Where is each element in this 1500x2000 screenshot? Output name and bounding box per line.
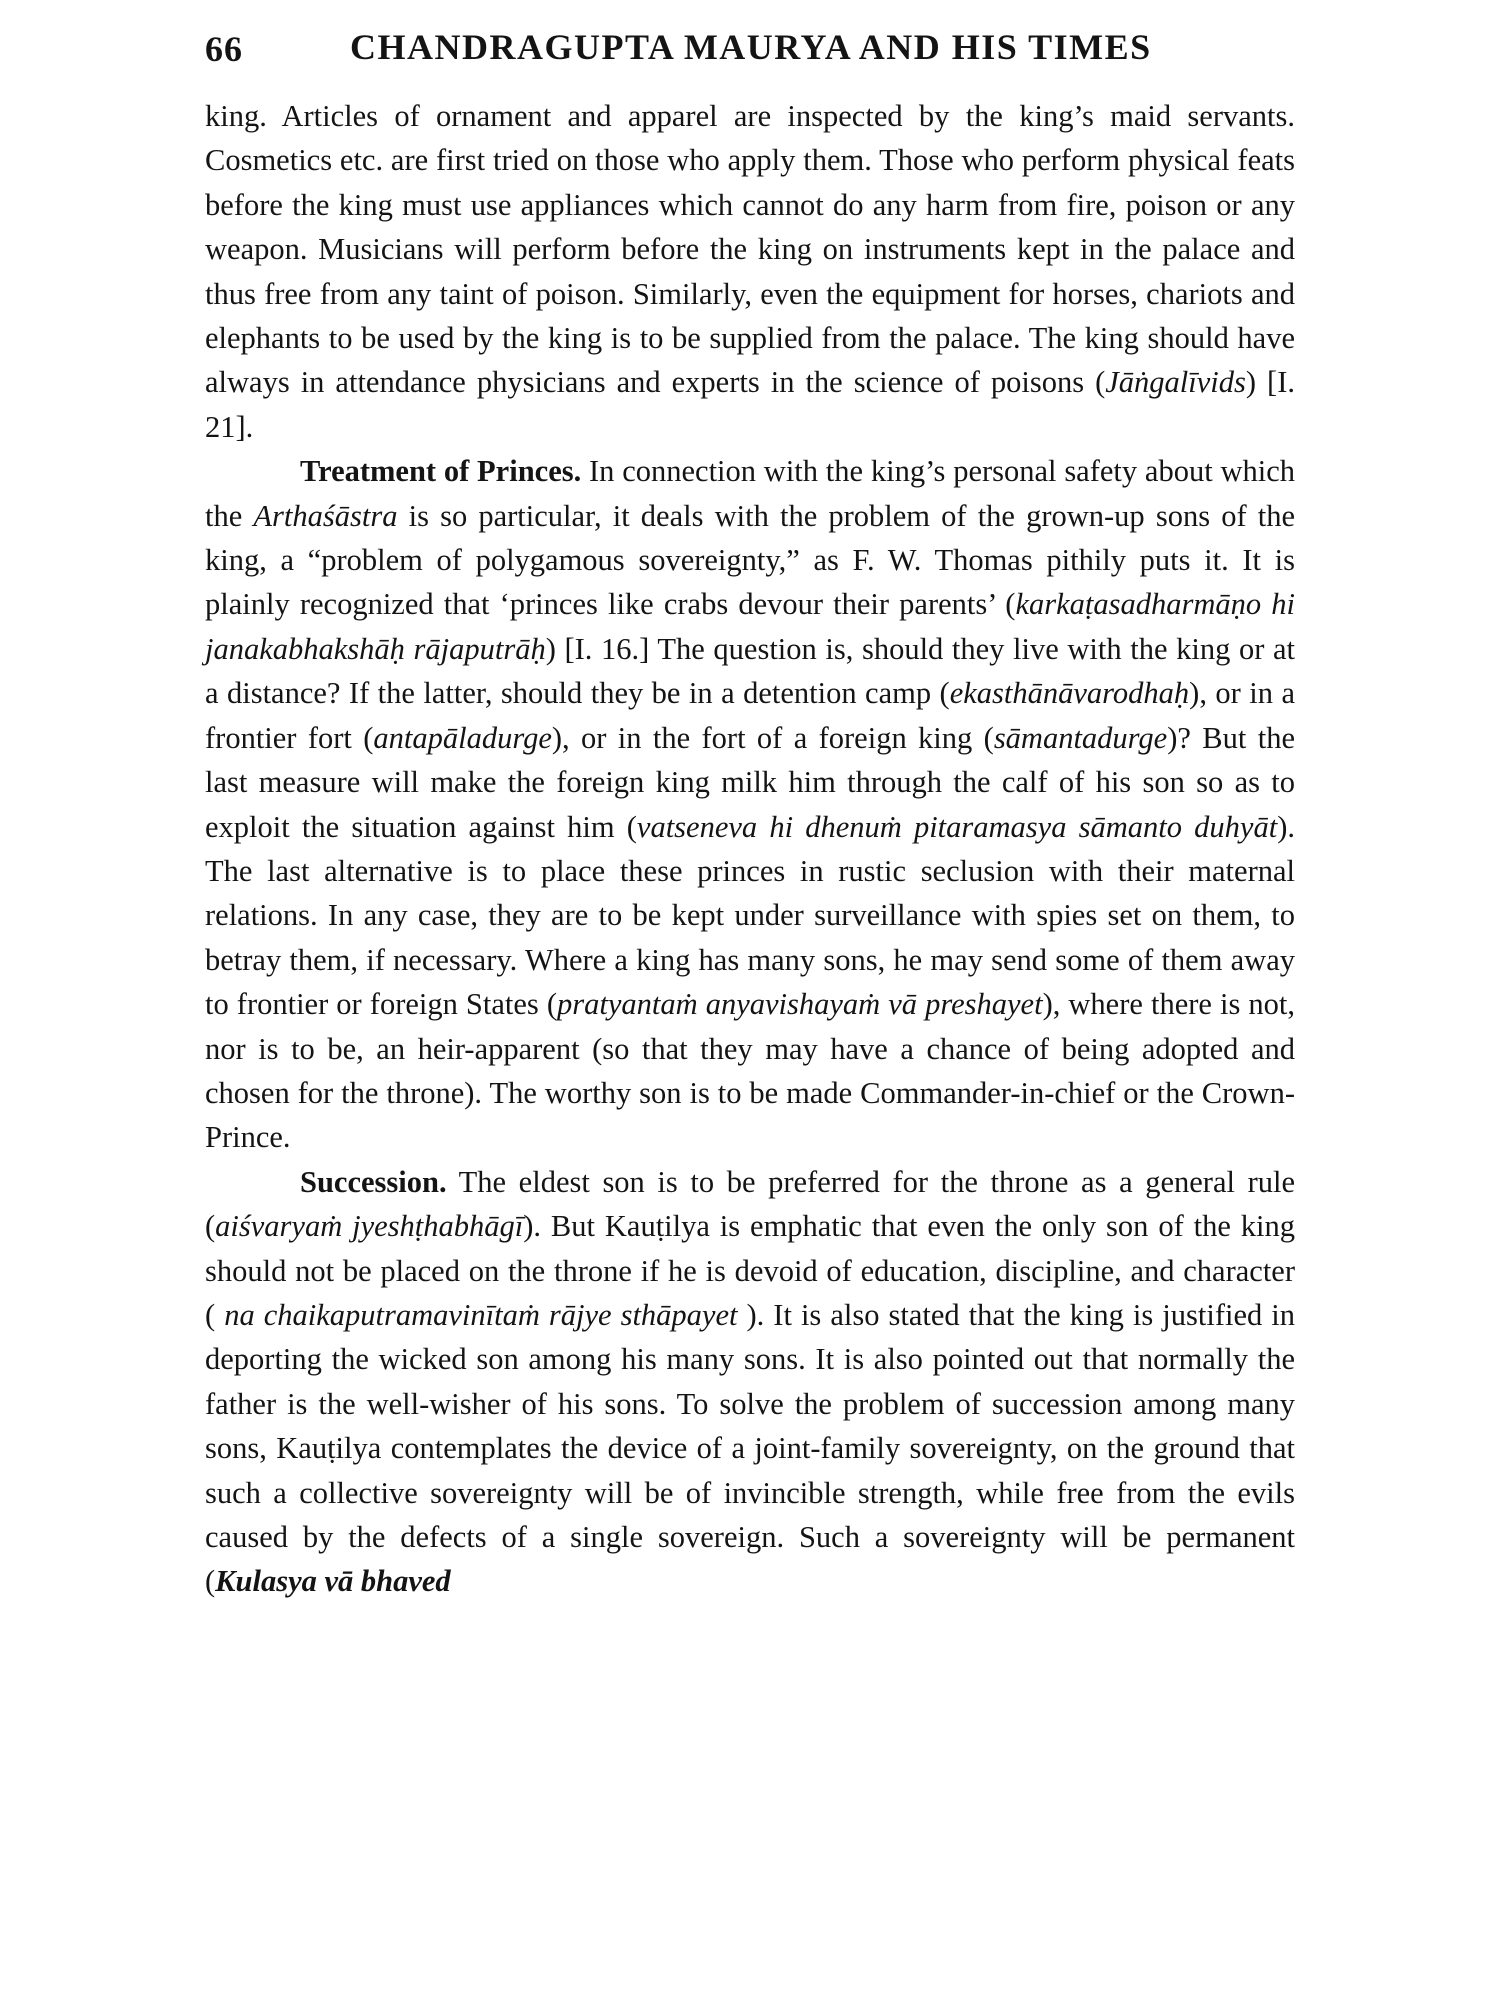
page-header [205, 22, 1295, 80]
text-segment: In connection with the king’s personal safety about which the [205, 454, 1296, 533]
text-segment: is so particular, it deals with the problem of the grown-up sons of the king, a “problem of polygamous sovereignty,” as F. W. Thomas pithily puts it. It is plainly recognized that ‘princes like crabs devour their parents’ ( [205, 498, 1295, 622]
sanskrit-term: Jāṅgalīvids [1105, 365, 1246, 400]
page-number: 66 [205, 29, 243, 69]
sanskrit-term: vatseneva hi dhenuṁ pitaramasya sāmanto duhyāt [636, 809, 1278, 844]
paragraph-treatment-of-princes [205, 449, 1295, 1160]
sanskrit-term: antapāladurge [373, 720, 552, 755]
body-text [205, 94, 1295, 1604]
section-heading-succession: Succession. [300, 1164, 447, 1199]
paragraph-security-of-king [205, 94, 1295, 449]
sanskrit-term: karkaṭasadharmāṇo hi janakabhakshāḥ rājaputrāḥ [205, 587, 1295, 666]
running-title: CHANDRAGUPTA MAURYA AND HIS TIMES [350, 27, 1152, 67]
text-segment: )? But the last measure will make the foreign king milk him through the calf of his son so as to exploit the situation against him ( [205, 720, 1295, 844]
text-segment: ). It is also stated that the king is justified in deporting the wicked son among his many sons. It is also pointed out that normally the father is the well-wisher of his sons. To solve the problem of succession among many sons, Kauṭilya contemplates the device of a joint-family sovereignty, on the ground that such a collective sovereignty will be of invincible strength, while free from the evils caused by the defects of a single sovereign. Such a sovereignty will be permanent ( [205, 1297, 1295, 1599]
text-segment: ), or in a frontier fort ( [205, 676, 1295, 755]
section-heading-treatment-of-princes: Treatment of Princes. [300, 454, 582, 489]
sanskrit-term: Arthaśāstra [253, 498, 398, 533]
sanskrit-term: pratyantaṁ anyavishayaṁ vā preshayet [557, 987, 1043, 1022]
sanskrit-term: Kulasya vā bhaved [215, 1564, 451, 1599]
sanskrit-term: sāmantadurge [993, 720, 1168, 755]
text-segment: ) [I. 16.] The question is, should they live with the king or at a distance? If the latter, should they be in a detention camp ( [205, 631, 1295, 711]
text-segment: ), or in the fort of a foreign king ( [551, 720, 994, 755]
text-segment: ), where there is not, nor is to be, an heir-apparent (so that they may have a chance of being adopted and chosen for the throne). The worthy son is to be made Commander-in-chief or the Crown-Prince. [205, 987, 1296, 1155]
text-segment: The eldest son is to be preferred for the throne as a general rule ( [205, 1164, 1295, 1244]
sanskrit-term: aiśvaryaṁ jyeshṭhabhāgī [215, 1209, 524, 1244]
paragraph-succession [205, 1160, 1295, 1604]
text-segment: ). The last alternative is to place these princes in rustic seclusion with their maternal relations. In any case, they are to be kept under surveillance with spies set on them, to betray them, if necessary. Where a king has many sons, he may send some of them away to frontier or foreign States ( [205, 809, 1295, 1022]
text-segment: king. Articles of ornament and apparel are inspected by the king’s maid servants. Cosmetics etc. are first tried on those who apply them. Those who perform physical feats before the king must use appliances which cannot do any harm from fire, poison or any weapon. Musicians will perform before the king on instruments kept in the palace and thus free from any taint of poison. Similarly, even the equipment for horses, chariots and elephants to be used by the king is to be supplied from the palace. The king should have always in attendance physicians and experts in the science of poisons ( [205, 99, 1295, 400]
text-segment: ). But Kauṭilya is emphatic that even the only son of the king should not be placed on the throne if he is devoid of education, discipline, and character ( [205, 1209, 1295, 1332]
sanskrit-term: ekasthānāvarodhaḥ [949, 676, 1190, 711]
text-segment: ) [I. 21]. [205, 365, 1295, 444]
sanskrit-term: na chaikaputramavinītaṁ rājye sthāpayet [215, 1297, 747, 1332]
book-page [205, 22, 1295, 1982]
